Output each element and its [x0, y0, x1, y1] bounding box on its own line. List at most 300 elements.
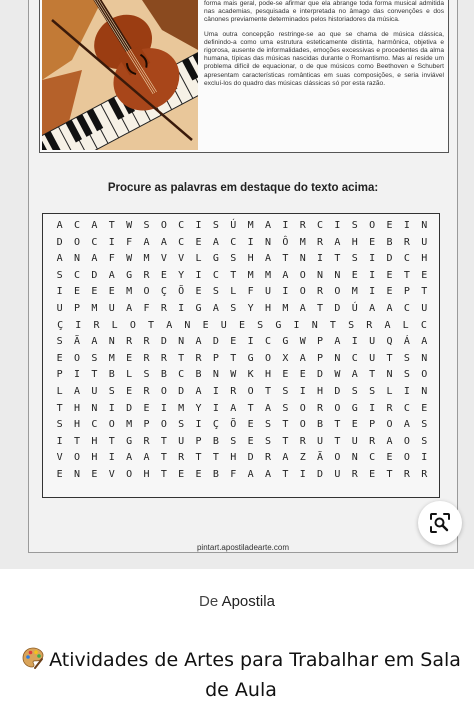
- grid-letter: C: [351, 352, 358, 364]
- grid-letter: H: [247, 253, 254, 265]
- grid-letter: C: [264, 336, 271, 348]
- grid-letter: P: [74, 302, 81, 314]
- grid-letter: M: [91, 302, 98, 314]
- grid-row: [51, 367, 433, 384]
- pin-title-text: Atividades de Artes para Trabalhar em Sala de Aula: [49, 649, 461, 701]
- grid-letter: A: [334, 336, 341, 348]
- grid-letter: O: [299, 402, 306, 414]
- grid-letter: A: [421, 336, 428, 348]
- grid-letter: I: [369, 269, 376, 281]
- grid-letter: A: [212, 302, 219, 314]
- grid-letter: E: [386, 286, 393, 298]
- grid-letter: E: [247, 419, 254, 431]
- grid-letter: U: [421, 236, 428, 248]
- grid-letter: M: [178, 402, 185, 414]
- grid-letter: B: [212, 435, 219, 447]
- grid-letter: I: [351, 336, 358, 348]
- grid-letter: N: [178, 336, 185, 348]
- grid-letter: Z: [299, 452, 306, 464]
- grid-letter: D: [178, 385, 185, 397]
- grid-letter: A: [386, 435, 393, 447]
- grid-letter: W: [126, 253, 133, 265]
- grid-letter: A: [230, 402, 237, 414]
- grid-letter: I: [74, 369, 81, 381]
- grid-letter: M: [108, 352, 115, 364]
- grid-letter: R: [230, 385, 237, 397]
- grid-letter: O: [264, 352, 271, 364]
- grid-letter: C: [178, 369, 185, 381]
- grid-letter: N: [421, 352, 428, 364]
- grid-letter: E: [230, 336, 237, 348]
- grid-letter: A: [108, 269, 115, 281]
- grid-letter: N: [334, 269, 341, 281]
- grid-letter: A: [126, 452, 133, 464]
- grid-letter: E: [202, 319, 209, 331]
- grid-letter: C: [178, 236, 185, 248]
- grid-letter: S: [421, 435, 428, 447]
- grid-letter: A: [299, 352, 306, 364]
- grid-letter: G: [195, 302, 202, 314]
- grid-letter: A: [282, 452, 289, 464]
- grid-letter: A: [126, 302, 133, 314]
- grid-letter: I: [282, 286, 289, 298]
- grid-letter: Ã: [317, 452, 324, 464]
- grid-letter: A: [91, 220, 98, 231]
- grid-letter: L: [56, 385, 63, 397]
- grid-letter: T: [91, 369, 98, 381]
- grid-letter: T: [282, 253, 289, 265]
- grid-letter: A: [351, 369, 358, 381]
- grid-letter: Y: [195, 402, 202, 414]
- grid-letter: I: [56, 435, 63, 447]
- grid-letter: E: [178, 468, 185, 480]
- grid-letter: D: [56, 236, 63, 248]
- grid-letter: F: [126, 236, 133, 248]
- grid-letter: M: [143, 253, 150, 265]
- grid-letter: G: [126, 269, 133, 281]
- grid-letter: T: [334, 435, 341, 447]
- grid-letter: M: [299, 236, 306, 248]
- grid-letter: P: [317, 352, 324, 364]
- grid-letter: I: [195, 269, 202, 281]
- grid-letter: N: [74, 468, 81, 480]
- grid-letter: U: [369, 336, 376, 348]
- grid-letter: O: [403, 435, 410, 447]
- grid-letter: N: [351, 452, 358, 464]
- grid-letter: I: [195, 419, 202, 431]
- grid-letter: I: [282, 220, 289, 231]
- grid-letter: H: [91, 435, 98, 447]
- grid-letter: I: [421, 452, 428, 464]
- grid-letter: A: [91, 336, 98, 348]
- grid-letter: R: [143, 435, 150, 447]
- grid-letter: E: [91, 468, 98, 480]
- grid-letter: B: [212, 468, 219, 480]
- grid-letter: S: [351, 385, 358, 397]
- grid-letter: N: [421, 220, 428, 231]
- grid-letter: R: [366, 319, 373, 331]
- grid-letter: A: [334, 236, 341, 248]
- grid-letter: E: [91, 286, 98, 298]
- grid-letter: N: [212, 369, 219, 381]
- grid-letter: O: [299, 269, 306, 281]
- grid-letter: O: [334, 452, 341, 464]
- grid-letter: S: [56, 269, 63, 281]
- violin-piano-illustration: [42, 0, 198, 150]
- grid-letter: D: [126, 402, 133, 414]
- grid-letter: A: [143, 236, 150, 248]
- grid-letter: T: [247, 402, 254, 414]
- grid-letter: I: [369, 253, 376, 265]
- grid-letter: N: [108, 336, 115, 348]
- grid-letter: A: [195, 385, 202, 397]
- grid-letter: Ç: [160, 286, 167, 298]
- grid-letter: R: [143, 269, 150, 281]
- grid-letter: Y: [178, 269, 185, 281]
- grid-letter: P: [195, 435, 202, 447]
- grid-letter: I: [212, 385, 219, 397]
- pin-title: [18, 646, 464, 703]
- grid-row: [51, 351, 433, 368]
- grid-letter: N: [311, 319, 318, 331]
- grid-letter: N: [74, 253, 81, 265]
- grid-letter: E: [421, 402, 428, 414]
- grid-letter: R: [178, 452, 185, 464]
- grid-letter: H: [230, 452, 237, 464]
- grid-letter: S: [230, 302, 237, 314]
- grid-letter: Á: [403, 336, 410, 348]
- grid-letter: S: [348, 319, 355, 331]
- grid-letter: G: [247, 352, 254, 364]
- word-search-grid: [42, 213, 440, 498]
- grid-letter: R: [403, 468, 410, 480]
- grid-letter: C: [74, 269, 81, 281]
- grid-letter: I: [317, 253, 324, 265]
- grid-letter: Q: [386, 336, 393, 348]
- grid-letter: A: [384, 319, 391, 331]
- grid-letter: O: [403, 452, 410, 464]
- grid-letter: S: [143, 369, 150, 381]
- grid-letter: C: [403, 253, 410, 265]
- grid-letter: S: [282, 385, 289, 397]
- grid-letter: R: [160, 302, 167, 314]
- grid-letter: H: [421, 253, 428, 265]
- grid-letter: C: [74, 220, 81, 231]
- grid-letter: O: [334, 286, 341, 298]
- grid-letter: O: [129, 319, 136, 331]
- grid-letter: B: [195, 369, 202, 381]
- grid-letter: I: [160, 402, 167, 414]
- grid-letter: N: [334, 352, 341, 364]
- grid-letter: E: [386, 452, 393, 464]
- grid-letter: W: [334, 369, 341, 381]
- palette-icon: [21, 646, 45, 677]
- grid-letter: G: [212, 253, 219, 265]
- grid-letter: A: [195, 336, 202, 348]
- grid-letter: C: [230, 236, 237, 248]
- grid-letter: Õ: [178, 286, 185, 298]
- grid-row: [51, 318, 433, 335]
- grid-letter: T: [178, 352, 185, 364]
- grid-row: [51, 450, 433, 467]
- grid-letter: E: [299, 369, 306, 381]
- visual-search-button[interactable]: [418, 501, 462, 545]
- grid-letter: R: [386, 402, 393, 414]
- grid-letter: L: [195, 253, 202, 265]
- grid-letter: A: [160, 236, 167, 248]
- grid-letter: T: [160, 468, 167, 480]
- grid-letter: B: [108, 369, 115, 381]
- grid-row: [51, 434, 433, 451]
- grid-letter: D: [386, 253, 393, 265]
- grid-letter: B: [160, 369, 167, 381]
- grid-letter: R: [421, 468, 428, 480]
- grid-letter: C: [420, 319, 427, 331]
- grid-letter: D: [212, 336, 219, 348]
- grid-letter: U: [334, 468, 341, 480]
- grid-letter: E: [247, 435, 254, 447]
- grid-letter: U: [91, 385, 98, 397]
- grid-letter: I: [299, 385, 306, 397]
- grid-letter: L: [230, 286, 237, 298]
- grid-letter: I: [299, 468, 306, 480]
- grid-letter: S: [56, 419, 63, 431]
- grid-letter: Ú: [230, 220, 237, 231]
- grid-letter: I: [403, 220, 410, 231]
- grid-letter: R: [93, 319, 100, 331]
- grid-row: [51, 301, 433, 318]
- grid-letter: R: [299, 220, 306, 231]
- grid-letter: E: [126, 352, 133, 364]
- intro-frame: [39, 0, 449, 153]
- grid-letter: I: [369, 402, 376, 414]
- grid-letter: M: [126, 419, 133, 431]
- grid-letter: S: [230, 435, 237, 447]
- grid-letter: O: [108, 419, 115, 431]
- grid-letter: E: [56, 468, 63, 480]
- grid-letter: U: [317, 435, 324, 447]
- grid-letter: M: [264, 269, 271, 281]
- grid-letter: S: [351, 220, 358, 231]
- credit-text: pintart.apostiladearte.com: [196, 543, 290, 552]
- grid-letter: A: [56, 253, 63, 265]
- grid-letter: A: [166, 319, 173, 331]
- grid-letter: P: [403, 286, 410, 298]
- pin-source[interactable]: [0, 593, 474, 610]
- grid-letter: F: [247, 286, 254, 298]
- grid-letter: T: [264, 385, 271, 397]
- grid-letter: T: [334, 419, 341, 431]
- grid-letter: T: [386, 468, 393, 480]
- grid-letter: E: [238, 319, 245, 331]
- grid-letter: N: [421, 385, 428, 397]
- grid-letter: T: [108, 435, 115, 447]
- grid-letter: V: [108, 468, 115, 480]
- grid-letter: Ô: [282, 236, 289, 248]
- grid-letter: T: [282, 419, 289, 431]
- grid-letter: R: [143, 336, 150, 348]
- grid-letter: T: [329, 319, 336, 331]
- grid-letter: A: [56, 220, 63, 231]
- grid-letter: N: [386, 369, 393, 381]
- grid-letter: H: [74, 402, 81, 414]
- grid-letter: E: [74, 286, 81, 298]
- grid-letter: U: [369, 352, 376, 364]
- grid-letter: N: [184, 319, 191, 331]
- grid-letter: L: [126, 369, 133, 381]
- grid-letter: U: [108, 302, 115, 314]
- grid-letter: M: [247, 269, 254, 281]
- grid-letter: H: [264, 302, 271, 314]
- grid-letter: C: [369, 452, 376, 464]
- grid-letter: O: [299, 419, 306, 431]
- grid-letter: M: [126, 286, 133, 298]
- grid-letter: V: [178, 253, 185, 265]
- grid-letter: N: [299, 253, 306, 265]
- grid-letter: A: [264, 402, 271, 414]
- grid-letter: E: [351, 269, 358, 281]
- grid-letter: T: [74, 435, 81, 447]
- grid-letter: M: [351, 286, 358, 298]
- grid-letter: L: [111, 319, 118, 331]
- grid-letter: T: [317, 302, 324, 314]
- grid-letter: Ã: [74, 336, 81, 348]
- grid-letter: S: [56, 336, 63, 348]
- grid-letter: L: [402, 319, 409, 331]
- grid-letter: E: [195, 286, 202, 298]
- grid-letter: D: [317, 369, 324, 381]
- grid-letter: O: [247, 385, 254, 397]
- grid-letter: A: [264, 468, 271, 480]
- grid-letter: C: [91, 419, 98, 431]
- grid-letter: M: [282, 302, 289, 314]
- grid-letter: U: [220, 319, 227, 331]
- grid-row: [51, 218, 433, 235]
- grid-letter: R: [403, 236, 410, 248]
- grid-letter: U: [178, 435, 185, 447]
- grid-letter: A: [264, 253, 271, 265]
- grid-letter: S: [351, 253, 358, 265]
- grid-letter: U: [264, 286, 271, 298]
- grid-letter: L: [386, 385, 393, 397]
- grid-letter: F: [230, 468, 237, 480]
- grid-letter: Ç: [212, 419, 219, 431]
- grid-letter: I: [369, 286, 376, 298]
- grid-letter: T: [230, 352, 237, 364]
- grid-letter: U: [351, 435, 358, 447]
- grid-letter: I: [108, 236, 115, 248]
- grid-letter: O: [160, 220, 167, 231]
- grid-letter: O: [74, 452, 81, 464]
- grid-letter: R: [317, 236, 324, 248]
- grid-letter: I: [212, 402, 219, 414]
- grid-letter: D: [317, 468, 324, 480]
- grid-letter: R: [299, 435, 306, 447]
- grid-letter: P: [317, 336, 324, 348]
- grid-row: [51, 384, 433, 401]
- grid-letter: C: [403, 402, 410, 414]
- grid-letter: A: [282, 269, 289, 281]
- grid-letter: G: [275, 319, 282, 331]
- grid-letter: O: [143, 286, 150, 298]
- grid-letter: T: [369, 369, 376, 381]
- grid-letter: O: [74, 352, 81, 364]
- grid-letter: T: [403, 269, 410, 281]
- grid-letter: E: [369, 468, 376, 480]
- grid-letter: I: [293, 319, 300, 331]
- grid-letter: E: [143, 402, 150, 414]
- grid-letter: U: [56, 302, 63, 314]
- grid-letter: T: [212, 452, 219, 464]
- grid-letter: A: [91, 253, 98, 265]
- grid-letter: H: [317, 385, 324, 397]
- grid-letter: O: [160, 385, 167, 397]
- grid-letter: V: [56, 452, 63, 464]
- grid-letter: S: [143, 220, 150, 231]
- grid-letter: O: [126, 468, 133, 480]
- grid-row: [51, 334, 433, 351]
- visual-search-icon: [428, 511, 452, 535]
- grid-letter: O: [74, 236, 81, 248]
- grid-letter: I: [75, 319, 82, 331]
- grid-letter: Y: [247, 302, 254, 314]
- grid-letter: P: [369, 419, 376, 431]
- grid-letter: H: [143, 468, 150, 480]
- grid-letter: C: [178, 220, 185, 231]
- grid-letter: T: [160, 452, 167, 464]
- grid-letter: I: [56, 286, 63, 298]
- grid-row: [51, 251, 433, 268]
- grid-letter: W: [230, 369, 237, 381]
- intro-paragraph-1: forma mais geral, pode-se afirmar que ela abrange toda forma musical admitida nas academias, pesquisada e interpretada no âmago das convenções e dos cânones previamente determinados pelos historiadores da música.: [204, 0, 444, 24]
- grid-letter: E: [421, 269, 428, 281]
- source-name[interactable]: Apostila: [221, 593, 275, 610]
- grid-letter: H: [91, 452, 98, 464]
- grid-letter: R: [143, 385, 150, 397]
- grid-letter: B: [317, 419, 324, 431]
- grid-letter: R: [369, 435, 376, 447]
- intro-text: [204, 0, 444, 150]
- grid-letter: N: [317, 269, 324, 281]
- grid-letter: P: [143, 419, 150, 431]
- grid-letter: A: [247, 468, 254, 480]
- grid-letter: S: [403, 369, 410, 381]
- grid-letter: O: [334, 402, 341, 414]
- grid-letter: T: [282, 435, 289, 447]
- grid-letter: S: [212, 220, 219, 231]
- grid-letter: R: [143, 352, 150, 364]
- worksheet: [28, 0, 458, 553]
- grid-letter: T: [282, 468, 289, 480]
- grid-letter: T: [334, 253, 341, 265]
- grid-letter: T: [195, 452, 202, 464]
- grid-letter: O: [421, 369, 428, 381]
- grid-letter: X: [282, 352, 289, 364]
- grid-letter: F: [143, 302, 150, 314]
- grid-letter: H: [264, 369, 271, 381]
- grid-letter: O: [299, 286, 306, 298]
- grid-letter: T: [56, 402, 63, 414]
- grid-letter: E: [369, 236, 376, 248]
- grid-letter: E: [160, 269, 167, 281]
- grid-letter: O: [369, 220, 376, 231]
- source-prefix: De: [199, 593, 219, 610]
- grid-letter: A: [74, 385, 81, 397]
- grid-letter: H: [74, 419, 81, 431]
- grid-letter: S: [212, 286, 219, 298]
- grid-letter: R: [126, 336, 133, 348]
- grid-letter: W: [126, 220, 133, 231]
